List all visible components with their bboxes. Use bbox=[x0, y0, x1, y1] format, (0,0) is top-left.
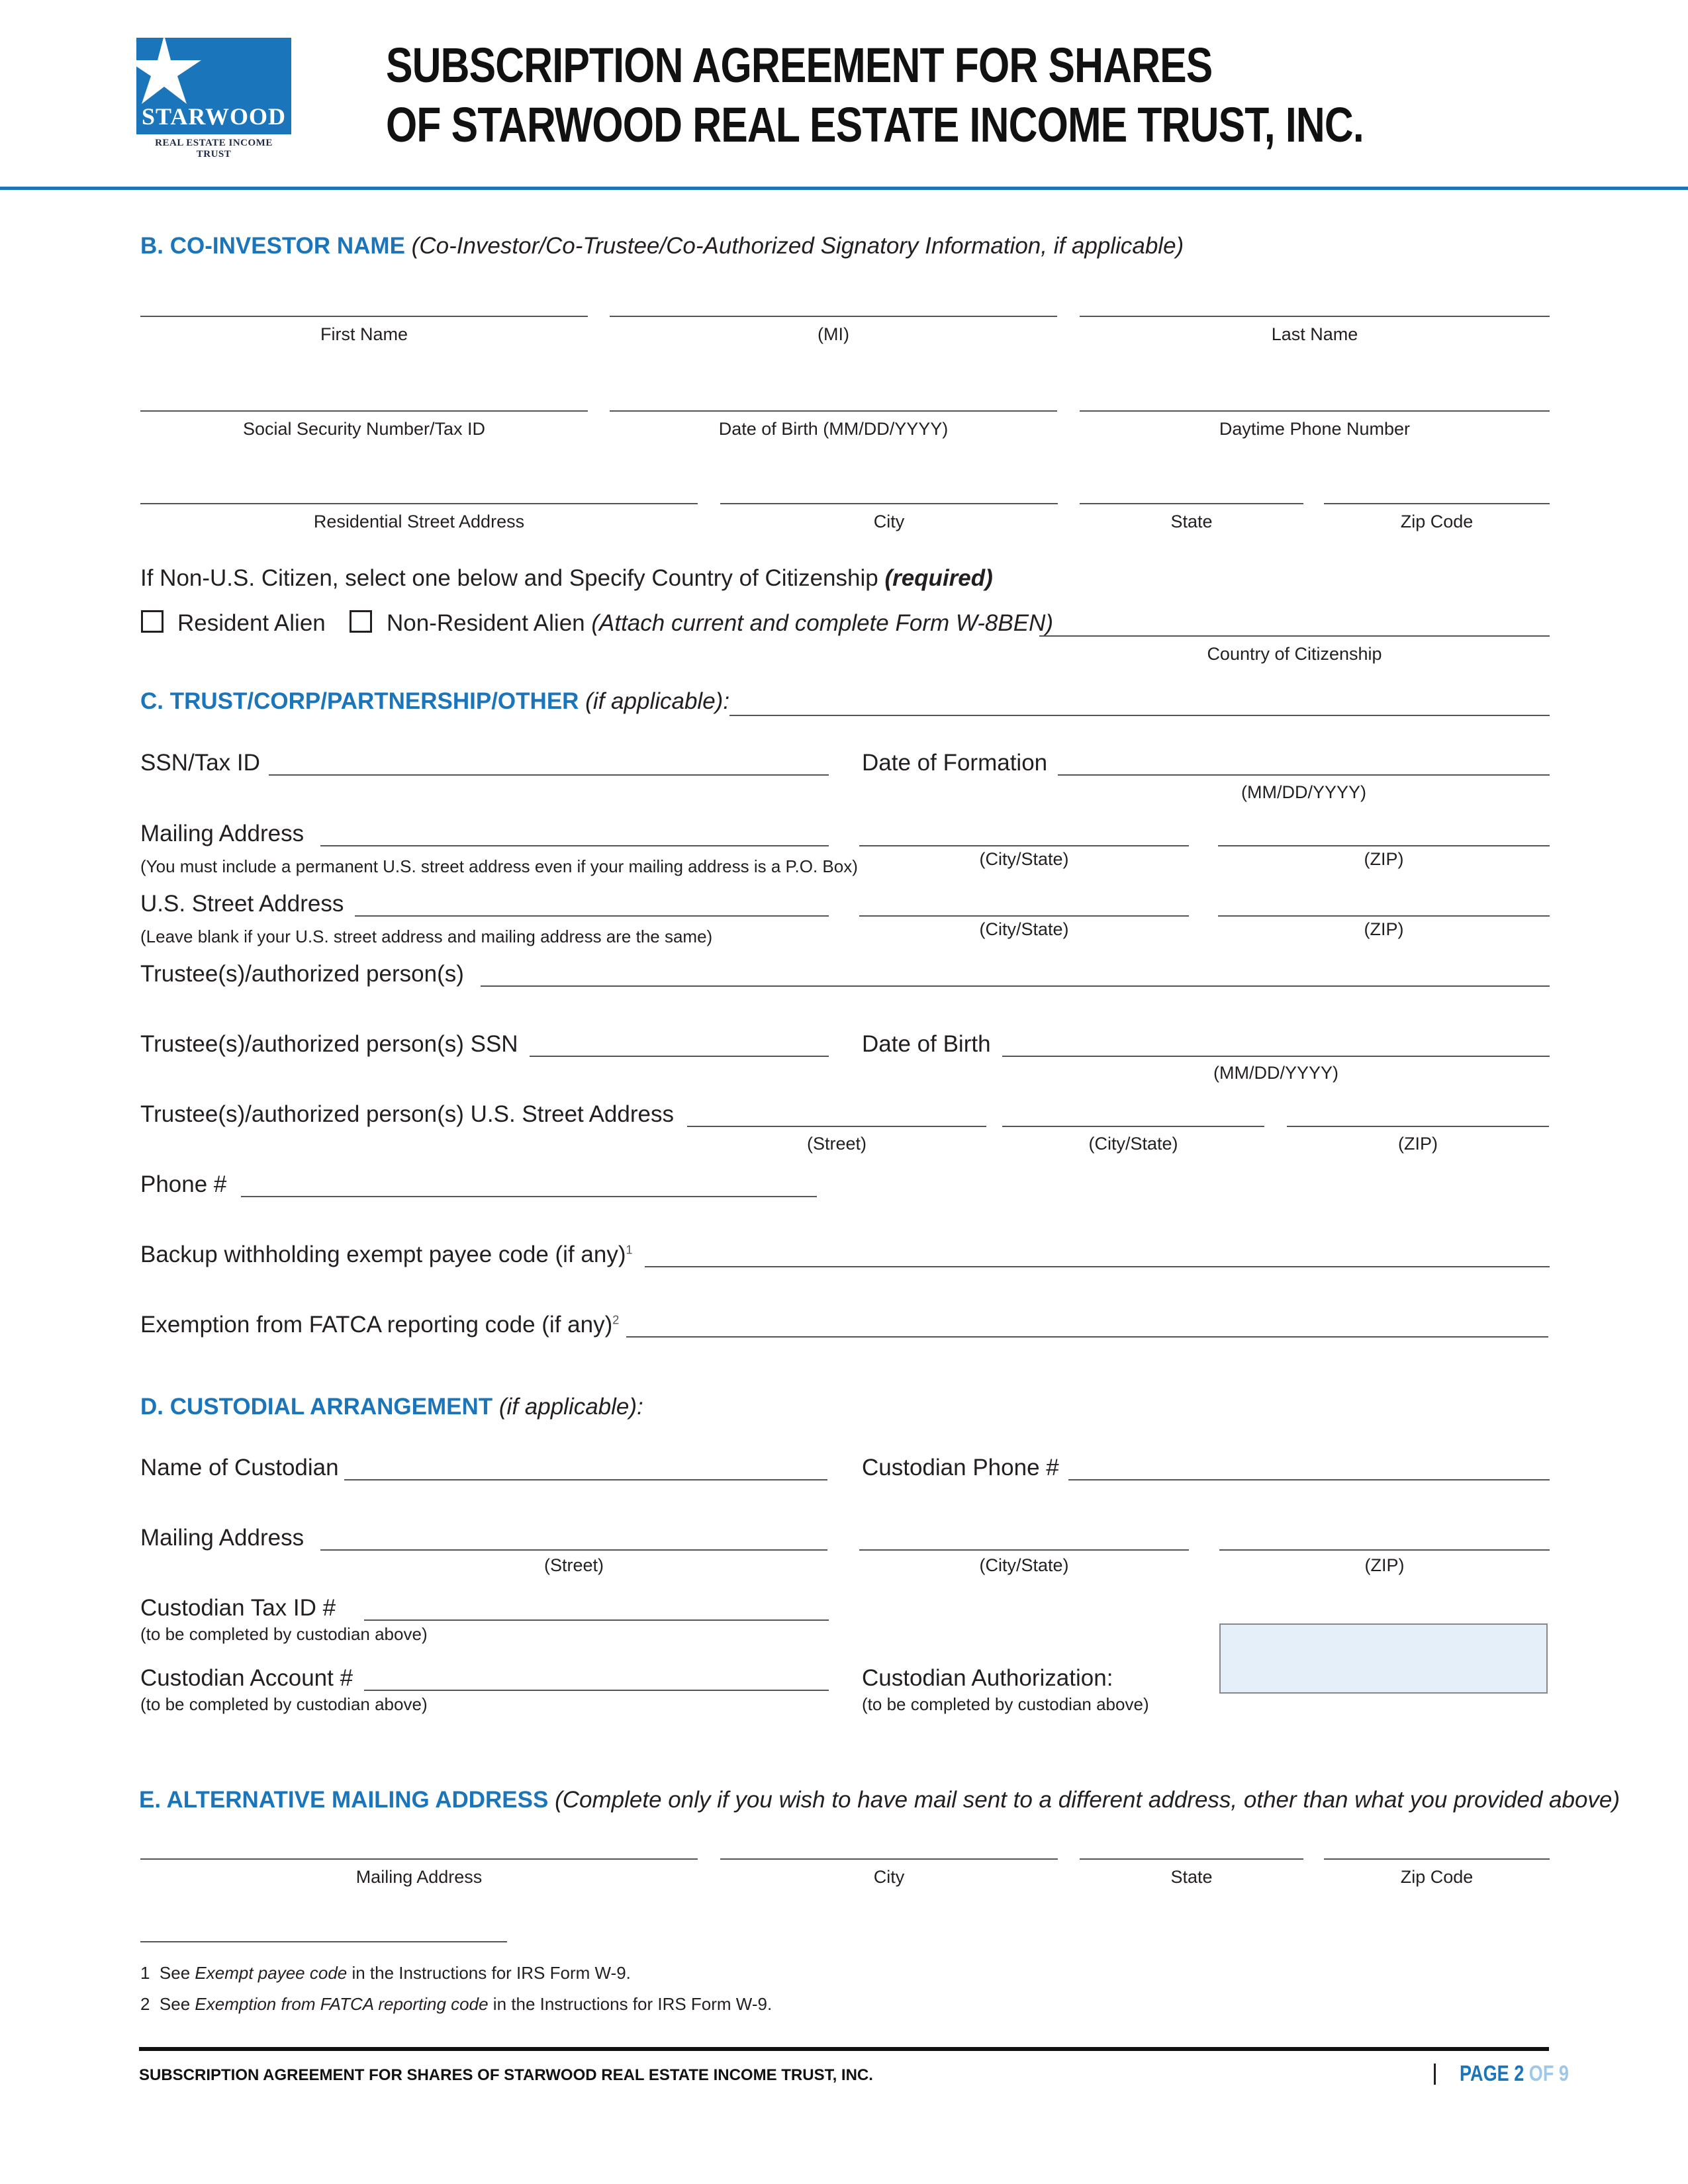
residential-street-caption: Residential Street Address bbox=[313, 512, 525, 531]
section-c-note: (if applicable): bbox=[585, 688, 730, 714]
trustee-zip-caption: (ZIP) bbox=[1398, 1134, 1438, 1154]
custodian-tax-id-field[interactable] bbox=[364, 1619, 829, 1621]
page-title-line-1: SUBSCRIPTION AGREEMENT FOR SHARES bbox=[386, 38, 1213, 93]
custodian-account-note: (to be completed by custodian above) bbox=[140, 1694, 428, 1714]
fatca-field[interactable] bbox=[626, 1336, 1548, 1338]
custodian-authorization-box[interactable] bbox=[1219, 1623, 1548, 1694]
alt-state-caption: State bbox=[1170, 1867, 1213, 1887]
mailing-address-note: (You must include a permanent U.S. street address even if your mailing address is a P.O. Box) bbox=[140, 856, 858, 876]
state-field[interactable] bbox=[1080, 503, 1303, 504]
footer-rule bbox=[139, 2047, 1549, 2051]
non-resident-alien-checkbox[interactable] bbox=[350, 610, 372, 633]
date-of-formation-label: Date of Formation bbox=[862, 750, 1048, 776]
logo-wordmark: STARWOOD bbox=[141, 103, 287, 130]
daytime-phone-field[interactable] bbox=[1080, 410, 1550, 412]
custodian-name-field[interactable] bbox=[344, 1479, 827, 1480]
footnote-1-emphasis: Exempt payee code bbox=[195, 1963, 348, 1983]
ssn-caption: Social Security Number/Tax ID bbox=[242, 419, 486, 439]
entity-us-zip-caption: (ZIP) bbox=[1364, 919, 1404, 939]
trustee-dob-format: (MM/DD/YYYY) bbox=[1213, 1063, 1338, 1083]
phone-label: Phone # bbox=[140, 1171, 227, 1197]
country-of-citizenship-caption: Country of Citizenship bbox=[1207, 644, 1382, 664]
backup-withholding-field[interactable] bbox=[645, 1266, 1550, 1267]
resident-alien-label: Resident Alien bbox=[177, 610, 326, 636]
alt-state-field[interactable] bbox=[1080, 1858, 1303, 1860]
custodian-account-label: Custodian Account # bbox=[140, 1665, 353, 1691]
daytime-phone-caption: Daytime Phone Number bbox=[1219, 419, 1411, 439]
footnote-1-number: 1 bbox=[140, 1963, 150, 1983]
ssn-field[interactable] bbox=[140, 410, 588, 412]
date-of-formation-format: (MM/DD/YYYY) bbox=[1241, 782, 1366, 802]
footnote-2-number: 2 bbox=[140, 1994, 150, 2014]
entity-mailing-city-state-field[interactable] bbox=[859, 845, 1189, 846]
footnote-2 bbox=[140, 1994, 772, 2015]
alt-city-caption: City bbox=[873, 1867, 905, 1887]
citizenship-prompt-text: If Non-U.S. Citizen, select one below and Specify Country of Citizenship bbox=[140, 565, 878, 591]
custodian-tax-id-note: (to be completed by custodian above) bbox=[140, 1624, 428, 1644]
section-d-title: D. CUSTODIAL ARRANGEMENT bbox=[140, 1394, 493, 1420]
us-street-address-label: U.S. Street Address bbox=[140, 891, 344, 917]
custodian-phone-label: Custodian Phone # bbox=[862, 1455, 1059, 1480]
footnote-1-pre: See bbox=[159, 1963, 191, 1983]
entity-phone-field[interactable] bbox=[241, 1196, 817, 1197]
footer-separator bbox=[1434, 2064, 1436, 2085]
alt-zip-field[interactable] bbox=[1324, 1858, 1550, 1860]
section-d-heading bbox=[140, 1394, 643, 1420]
page-number-current: PAGE 2 bbox=[1460, 2061, 1524, 2085]
first-name-caption: First Name bbox=[320, 324, 408, 344]
entity-mailing-zip-field[interactable] bbox=[1218, 845, 1550, 846]
middle-initial-field[interactable] bbox=[610, 316, 1057, 317]
section-e-title: E. ALTERNATIVE MAILING ADDRESS bbox=[139, 1787, 549, 1813]
city-caption: City bbox=[873, 512, 905, 531]
backup-withholding-label bbox=[140, 1242, 633, 1268]
footnote-1-post: in the Instructions for IRS Form W-9. bbox=[352, 1963, 631, 1983]
custodian-zip-field[interactable] bbox=[1219, 1549, 1550, 1551]
city-field[interactable] bbox=[720, 503, 1058, 504]
header-rule bbox=[0, 187, 1688, 190]
us-street-address-note: (Leave blank if your U.S. street address and mailing address are the same) bbox=[140, 927, 713, 946]
footnote-2-pre: See bbox=[159, 1994, 191, 2014]
section-c-heading bbox=[140, 688, 729, 715]
backup-withholding-footnote-ref: 1 bbox=[626, 1243, 633, 1257]
trustees-ssn-label: Trustee(s)/authorized person(s) SSN bbox=[140, 1031, 518, 1057]
country-of-citizenship-field[interactable] bbox=[1039, 635, 1550, 637]
footnote-2-emphasis: Exemption from FATCA reporting code bbox=[195, 1994, 489, 2014]
custodian-street-field[interactable] bbox=[320, 1549, 827, 1551]
section-c-title: C. TRUST/CORP/PARTNERSHIP/OTHER bbox=[140, 688, 579, 714]
fatca-footnote-ref: 2 bbox=[612, 1313, 620, 1327]
residential-street-field[interactable] bbox=[140, 503, 698, 504]
non-resident-alien-note: (Attach current and complete Form W-8BEN) bbox=[591, 610, 1054, 636]
trustees-address-label: Trustee(s)/authorized person(s) U.S. Street Address bbox=[140, 1101, 674, 1127]
entity-mailing-city-state-caption: (City/State) bbox=[979, 849, 1069, 869]
page-number-total: OF 9 bbox=[1528, 2061, 1569, 2085]
trustees-field[interactable] bbox=[481, 985, 1550, 987]
page-number bbox=[1460, 2061, 1569, 2086]
entity-mailing-street-field[interactable] bbox=[320, 845, 829, 846]
custodian-mailing-address-label: Mailing Address bbox=[140, 1525, 305, 1551]
custodian-city-state-field[interactable] bbox=[859, 1549, 1189, 1551]
logo-subtext: REAL ESTATE INCOME TRUST bbox=[155, 138, 273, 159]
zip-code-caption: Zip Code bbox=[1400, 512, 1474, 531]
zip-code-field[interactable] bbox=[1324, 503, 1550, 504]
resident-alien-checkbox[interactable] bbox=[141, 610, 164, 633]
section-b-note: (Co-Investor/Co-Trustee/Co-Authorized Signatory Information, if applicable) bbox=[411, 233, 1184, 259]
trustee-city-state-caption: (City/State) bbox=[1088, 1134, 1178, 1154]
starwood-logo bbox=[136, 38, 291, 134]
custodian-authorization-label: Custodian Authorization: bbox=[862, 1665, 1113, 1691]
state-caption: State bbox=[1170, 512, 1213, 531]
custodian-authorization-note: (to be completed by custodian above) bbox=[862, 1694, 1149, 1714]
trustee-street-field[interactable] bbox=[687, 1126, 986, 1127]
trustee-dob-label: Date of Birth bbox=[862, 1031, 991, 1057]
custodian-tax-id-label: Custodian Tax ID # bbox=[140, 1595, 336, 1621]
entity-ssn-tax-id-field[interactable] bbox=[269, 774, 829, 776]
entity-us-street-field[interactable] bbox=[355, 915, 829, 917]
first-name-field[interactable] bbox=[140, 316, 588, 317]
non-resident-alien-text: Non-Resident Alien bbox=[387, 610, 585, 636]
custodian-phone-field[interactable] bbox=[1068, 1479, 1550, 1480]
custodian-city-state-caption: (City/State) bbox=[979, 1555, 1069, 1575]
fatca-text: Exemption from FATCA reporting code (if any) bbox=[140, 1312, 613, 1338]
last-name-caption: Last Name bbox=[1271, 324, 1358, 344]
non-resident-alien-label bbox=[387, 610, 1053, 637]
ssn-tax-id-label: SSN/Tax ID bbox=[140, 750, 260, 776]
section-e-note: (Complete only if you wish to have mail sent to a different address, other than what you provided above) bbox=[555, 1787, 1620, 1813]
footer-title: SUBSCRIPTION AGREEMENT FOR SHARES OF STARWOOD REAL ESTATE INCOME TRUST, INC. bbox=[139, 2066, 873, 2084]
mailing-address-label: Mailing Address bbox=[140, 821, 305, 846]
trustee-city-state-field[interactable] bbox=[1002, 1126, 1264, 1127]
backup-withholding-text: Backup withholding exempt payee code (if any) bbox=[140, 1242, 626, 1267]
alt-zip-caption: Zip Code bbox=[1400, 1867, 1474, 1887]
custodian-zip-caption: (ZIP) bbox=[1364, 1555, 1405, 1575]
alt-city-field[interactable] bbox=[720, 1858, 1058, 1860]
section-d-note: (if applicable): bbox=[498, 1394, 643, 1420]
entity-us-city-state-field[interactable] bbox=[859, 915, 1189, 917]
trustee-street-caption: (Street) bbox=[806, 1134, 867, 1154]
trustees-ssn-field[interactable] bbox=[530, 1056, 829, 1057]
trustee-zip-field[interactable] bbox=[1287, 1126, 1549, 1127]
trustee-dob-field[interactable] bbox=[1002, 1056, 1550, 1057]
section-e-heading bbox=[139, 1787, 1620, 1813]
custodian-account-field[interactable] bbox=[364, 1690, 829, 1691]
custodian-street-caption: (Street) bbox=[543, 1555, 604, 1575]
entity-us-zip-field[interactable] bbox=[1218, 915, 1550, 917]
entity-us-city-state-caption: (City/State) bbox=[979, 919, 1069, 939]
date-of-birth-field[interactable] bbox=[610, 410, 1057, 412]
entity-mailing-zip-caption: (ZIP) bbox=[1364, 849, 1404, 869]
footnote-2-post: in the Instructions for IRS Form W-9. bbox=[492, 1994, 773, 2014]
entity-name-field[interactable] bbox=[729, 715, 1550, 716]
section-b-title: B. CO-INVESTOR NAME bbox=[140, 233, 405, 259]
footnote-divider bbox=[140, 1941, 507, 1942]
middle-initial-caption: (MI) bbox=[818, 324, 849, 344]
alt-mailing-address-field[interactable] bbox=[140, 1858, 698, 1860]
date-of-formation-field[interactable] bbox=[1058, 774, 1550, 776]
citizenship-required: (required) bbox=[884, 565, 993, 591]
section-b-heading bbox=[140, 233, 1184, 259]
page-title-line-2: OF STARWOOD REAL ESTATE INCOME TRUST, INC. bbox=[386, 97, 1364, 152]
footnote-1 bbox=[140, 1963, 631, 1983]
trustees-label: Trustee(s)/authorized person(s) bbox=[140, 961, 464, 987]
alt-mailing-address-caption: Mailing Address bbox=[355, 1867, 483, 1887]
citizenship-prompt bbox=[140, 565, 993, 592]
fatca-label bbox=[140, 1312, 619, 1338]
date-of-birth-caption: Date of Birth (MM/DD/YYYY) bbox=[718, 419, 949, 439]
last-name-field[interactable] bbox=[1080, 316, 1550, 317]
name-of-custodian-label: Name of Custodian bbox=[140, 1455, 339, 1480]
